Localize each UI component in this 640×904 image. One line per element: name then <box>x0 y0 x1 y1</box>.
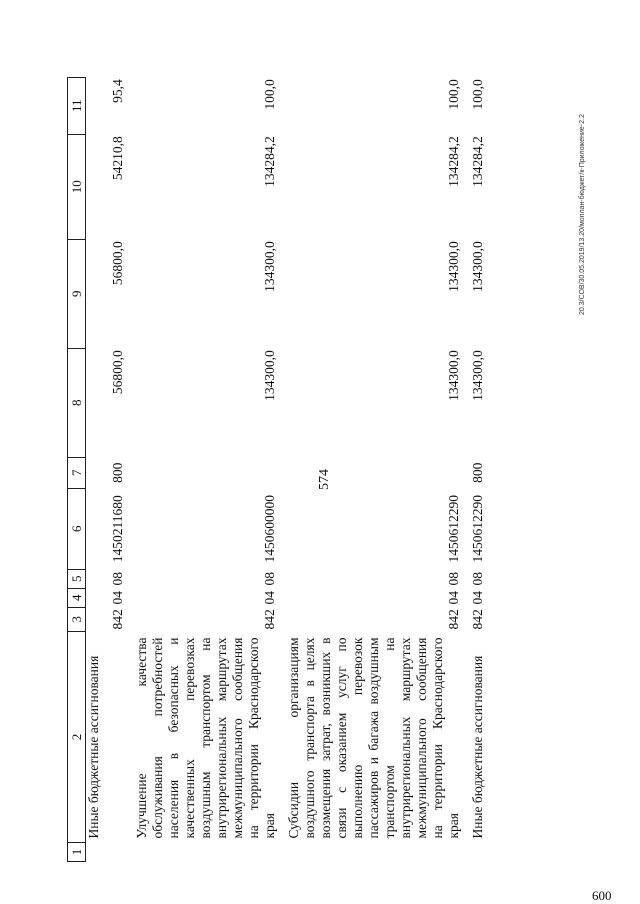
col-header-5: 5 <box>68 569 86 588</box>
cell-section: 04 <box>110 591 125 605</box>
cell-expense-type <box>286 457 470 488</box>
cell-target-article <box>86 488 105 569</box>
cell-col8: 134300,0 <box>446 350 461 401</box>
col-header-7: 7 <box>68 457 86 488</box>
cell-subsection: 08 <box>446 572 461 586</box>
cell-ministry: 842 <box>470 609 485 630</box>
cell-col10: 54210,8 <box>110 136 125 181</box>
cell-col11: 100,0 <box>446 79 461 110</box>
footer-document-code: 20.3/СОВ/30.05.2019/13.20/моплан-бюджет/к-Приложение-2.2 <box>579 114 586 315</box>
cell-col8: 56800,0 <box>110 350 125 395</box>
cell-target-article: 1450612290 <box>470 495 485 563</box>
col-header-8: 8 <box>68 348 86 457</box>
cell-col9: 134300,0 <box>470 241 485 292</box>
col-header-1: 1 <box>68 843 86 862</box>
table-row <box>134 77 286 861</box>
cell-col11: 95,4 <box>110 79 125 103</box>
cell-col10: 134284,2 <box>446 136 461 187</box>
cell-subsection: 08 <box>110 572 125 586</box>
cell-ministry: 842 <box>262 609 277 630</box>
cell-ministry: 842 <box>446 609 461 630</box>
rotated-page-content <box>67 70 597 870</box>
cell-col9: 134300,0 <box>446 241 461 292</box>
cell-expense-type <box>86 457 105 488</box>
cell-target-article: 1450612290 <box>446 495 461 563</box>
col-header-11: 11 <box>68 77 86 134</box>
table-row <box>104 77 134 861</box>
cell-section: 04 <box>446 591 461 605</box>
cell-section: 04 <box>262 591 277 605</box>
col-header-10: 10 <box>68 134 86 239</box>
cell-expense-type <box>134 457 286 488</box>
cell-ministry <box>86 607 105 631</box>
col-header-2: 2 <box>68 632 86 843</box>
row-name: Субсидии организациям воздушного транспорта в целях возмещения затрат, возникших в связи с оказанием услуг по выполнению перевозок пассажиров и багажа воздушным транспортом на внутрирегиональных маршрутах межмуниципального сообщения на территории Краснодарского края <box>286 637 461 839</box>
col-header-6: 6 <box>68 488 86 569</box>
row-name <box>104 632 134 843</box>
col-header-3: 3 <box>68 607 86 631</box>
cell-target-article: 1450211680 <box>110 495 125 563</box>
cell-col9 <box>86 239 105 348</box>
row-name: Улучшение качества обслуживания потребностей населения в безопасных и качественных перевозках воздушным транспортом на внутрирегиональных маршрутах межмуниципального сообщения на территории Краснодарского края <box>134 637 277 839</box>
cell-target-article: 1450600000 <box>262 495 277 563</box>
cell-col10: 134284,2 <box>470 136 485 187</box>
cell-subsection <box>86 569 105 588</box>
cell-col11: 100,0 <box>470 79 485 110</box>
cell-col8: 134300,0 <box>262 350 277 401</box>
table-row <box>286 77 470 861</box>
table-header-row <box>68 77 86 861</box>
col-header-4: 4 <box>68 588 86 607</box>
budget-table <box>67 77 494 862</box>
cell-subsection: 08 <box>470 572 485 586</box>
cell-col9: 56800,0 <box>110 241 125 286</box>
cell-col11: 100,0 <box>262 79 277 110</box>
table-row <box>86 77 105 861</box>
cell-subsection: 08 <box>262 572 277 586</box>
page-number: 574 <box>317 469 332 490</box>
col-header-9: 9 <box>68 239 86 348</box>
cell-expense-type: 800 <box>110 462 125 483</box>
cell-section: 04 <box>470 591 485 605</box>
cell-section <box>86 588 105 607</box>
cell-col8 <box>86 348 105 457</box>
table-row <box>470 77 494 861</box>
cell-expense-type: 800 <box>470 462 485 483</box>
cell-col10: 134284,2 <box>262 136 277 187</box>
cell-col9: 134300,0 <box>262 241 277 292</box>
cell-ministry: 842 <box>110 609 125 630</box>
row-name: Иные бюджетные ассигнования <box>470 655 485 839</box>
cell-col11 <box>86 77 105 134</box>
cell-col10 <box>86 134 105 239</box>
cell-col8: 134300,0 <box>470 350 485 401</box>
row-name: Иные бюджетные ассигнования <box>86 655 101 839</box>
corner-page-number: 600 <box>592 888 612 903</box>
